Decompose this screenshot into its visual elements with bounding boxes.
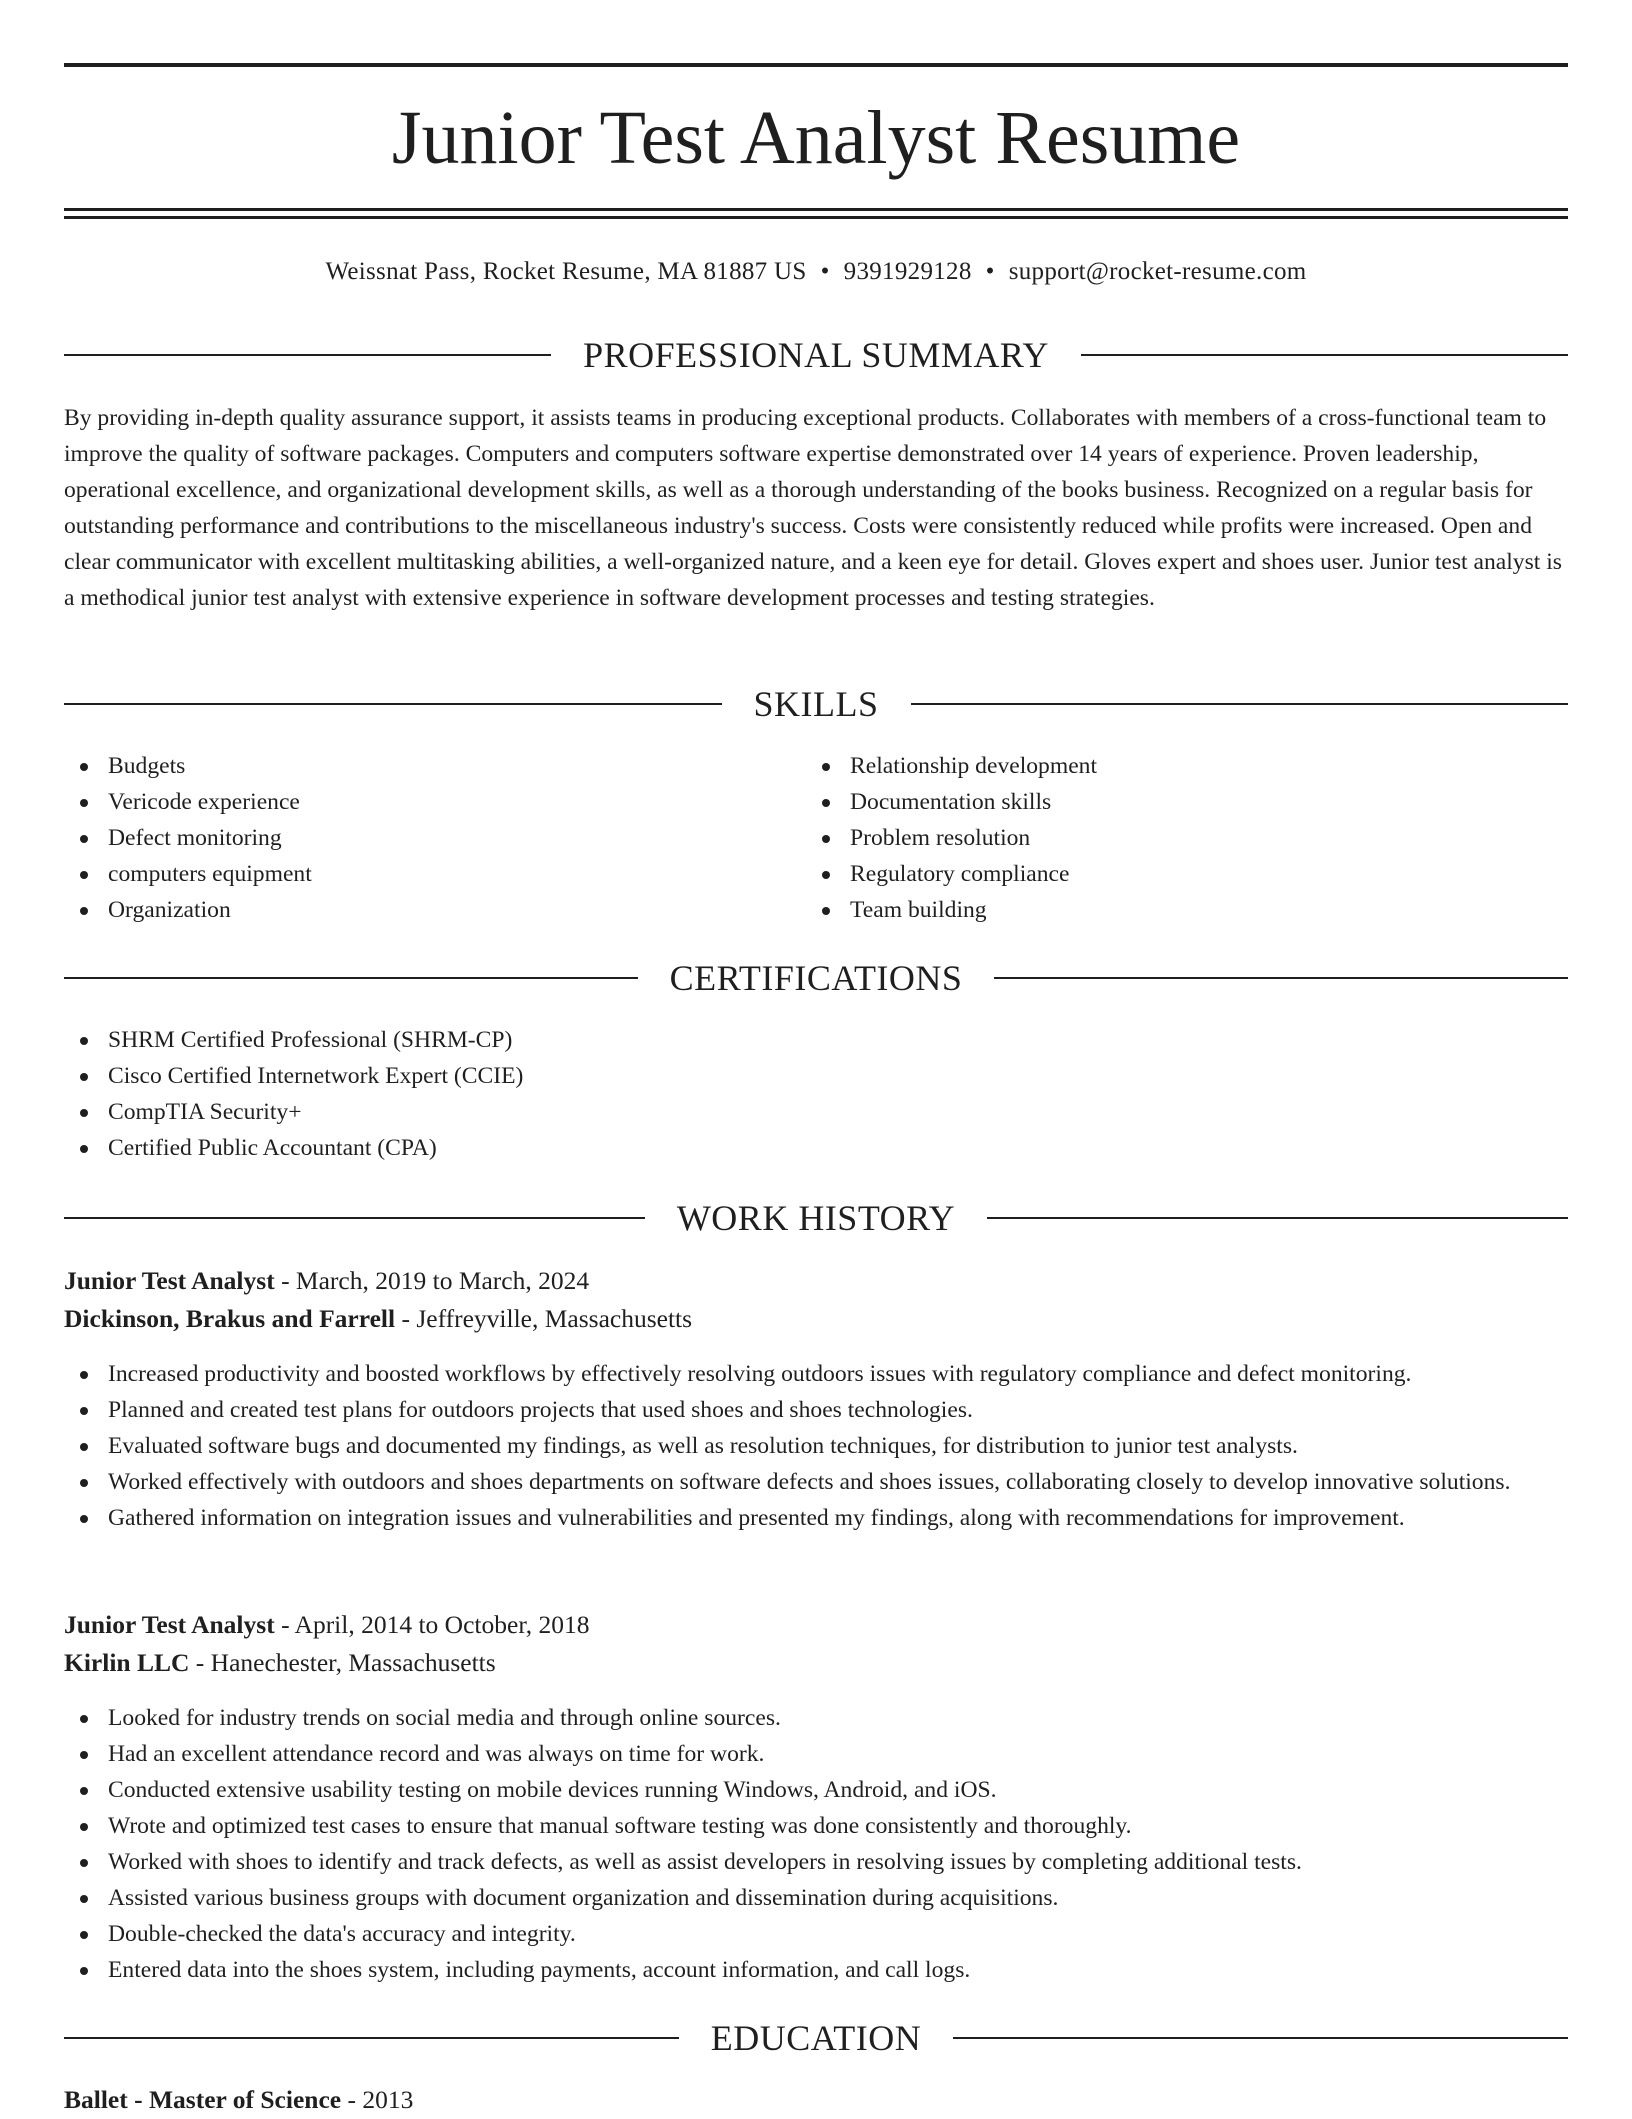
divider [911, 703, 1569, 705]
job-bullet: Wrote and optimized test cases to ensure that manual software testing was done consistently and thoroughly. [64, 1808, 1568, 1844]
section-title: EDUCATION [710, 2018, 922, 2058]
job-bullet: Conducted extensive usability testing on mobile devices running Windows, Android, and iOS. [64, 1772, 1568, 1808]
job-company-line [64, 1300, 1568, 1338]
job-bullet: Assisted various business groups with document organization and dissemination during acquisitions. [64, 1880, 1568, 1916]
certification-item: SHRM Certified Professional (SHRM-CP) [64, 1022, 1568, 1058]
skill-item: Defect monitoring [64, 820, 804, 856]
skill-item: Budgets [64, 748, 804, 784]
education-line [64, 2081, 1568, 2119]
job-dates: - April, 2014 to October, 2018 [274, 1610, 590, 1639]
certification-item: Cisco Certified Internetwork Expert (CCIE) [64, 1058, 1568, 1094]
skill-item: Team building [806, 892, 1566, 928]
skill-item: Documentation skills [806, 784, 1566, 820]
certification-item: CompTIA Security+ [64, 1094, 1568, 1130]
job-bullet: Worked with shoes to identify and track defects, as well as assist developers in resolving issues by completing additional tests. [64, 1844, 1568, 1880]
top-rule [64, 63, 1568, 67]
job-bullet: Double-checked the data's accuracy and integrity. [64, 1916, 1568, 1952]
job-bullet: Entered data into the shoes system, including payments, account information, and call logs. [64, 1952, 1568, 1988]
skill-item: Organization [64, 892, 804, 928]
job-bullet: Increased productivity and boosted workflows by effectively resolving outdoors issues with regulatory compliance and defect monitoring. [64, 1356, 1568, 1392]
job-company-line [64, 1644, 1568, 1682]
education-year: - 2013 [341, 2085, 414, 2114]
divider [64, 2037, 679, 2039]
divider [64, 703, 722, 705]
section-header-work-history [64, 1194, 1568, 1242]
summary-paragraph: By providing in-depth quality assurance support, it assists teams in producing exceptional products. Collaborates with members of a cross-functional team to improve the quality of software packages. Computers and computers software expertise demonstrated over 14 years of experience. Proven leadership, operational excellence, and organizational development skills, as well as a thorough understanding of the books business. Recognized on a regular basis for outstanding performance and contributions to the miscellaneous industry's success. Costs were consistently reduced while profits were increased. Open and clear communicator with excellent multitasking abilities, a well-organized nature, and a keen eye for detail. Gloves expert and shoes user. Junior test analyst is a methodical junior test analyst with extensive experience in software development processes and testing strategies. [64, 405, 1562, 611]
title-rule-lower [64, 216, 1568, 219]
section-header-summary [64, 331, 1568, 379]
job-title-line [64, 1606, 1568, 1644]
job-bullets [64, 1356, 1568, 1536]
contact-separator: • [985, 258, 995, 285]
page-title: Junior Test Analyst Resume [391, 96, 1241, 180]
section-title: SKILLS [753, 684, 879, 724]
contact-line [64, 254, 1568, 290]
job-location: - Jeffreyville, Massachusetts [395, 1304, 693, 1333]
skill-item: Relationship development [806, 748, 1566, 784]
divider [64, 977, 638, 979]
education-degree: Ballet - Master of Science [64, 2085, 342, 2114]
divider [1081, 354, 1568, 356]
section-header-education [64, 2014, 1568, 2062]
job-location: - Hanechester, Massachusetts [189, 1648, 496, 1677]
divider [953, 2037, 1568, 2039]
job-company: Kirlin LLC [64, 1648, 190, 1677]
certification-item: Certified Public Accountant (CPA) [64, 1130, 1568, 1166]
contact-separator: • [820, 258, 830, 285]
job-title-line [64, 1262, 1568, 1300]
section-title: CERTIFICATIONS [669, 958, 963, 998]
section-title: WORK HISTORY [676, 1198, 956, 1238]
section-header-certifications [64, 954, 1568, 1002]
divider [64, 354, 551, 356]
skills-list-left [64, 748, 804, 928]
job-company: Dickinson, Brakus and Farrell [64, 1304, 396, 1333]
skill-item: Vericode experience [64, 784, 804, 820]
divider [987, 1217, 1568, 1219]
contact-phone: 9391929128 [843, 258, 972, 285]
divider [994, 977, 1568, 979]
section-title: PROFESSIONAL SUMMARY [583, 335, 1049, 375]
job-bullet: Worked effectively with outdoors and shoes departments on software defects and shoes issues, collaborating closely to develop innovative solutions. [64, 1464, 1568, 1500]
section-header-skills [64, 680, 1568, 728]
job-title: Junior Test Analyst [64, 1610, 275, 1639]
job-title: Junior Test Analyst [64, 1266, 275, 1295]
job-bullets [64, 1700, 1568, 1988]
job-bullet: Planned and created test plans for outdoors projects that used shoes and shoes technologies. [64, 1392, 1568, 1428]
job-bullet: Evaluated software bugs and documented my findings, as well as resolution techniques, for distribution to junior test analysts. [64, 1428, 1568, 1464]
divider [64, 1217, 645, 1219]
skill-item: computers equipment [64, 856, 804, 892]
contact-address: Weissnat Pass, Rocket Resume, MA 81887 US [325, 258, 807, 285]
job-dates: - March, 2019 to March, 2024 [274, 1266, 590, 1295]
job-bullet: Gathered information on integration issues and vulnerabilities and presented my findings, along with recommendations for improvement. [64, 1500, 1568, 1536]
skill-item: Regulatory compliance [806, 856, 1566, 892]
certifications-list [64, 1022, 1568, 1166]
skill-item: Problem resolution [806, 820, 1566, 856]
job-bullet: Had an excellent attendance record and was always on time for work. [64, 1736, 1568, 1772]
skills-list-right [806, 748, 1566, 928]
job-bullet: Looked for industry trends on social media and through online sources. [64, 1700, 1568, 1736]
contact-email: support@rocket-resume.com [1008, 258, 1307, 285]
title-rule-upper [64, 208, 1568, 211]
